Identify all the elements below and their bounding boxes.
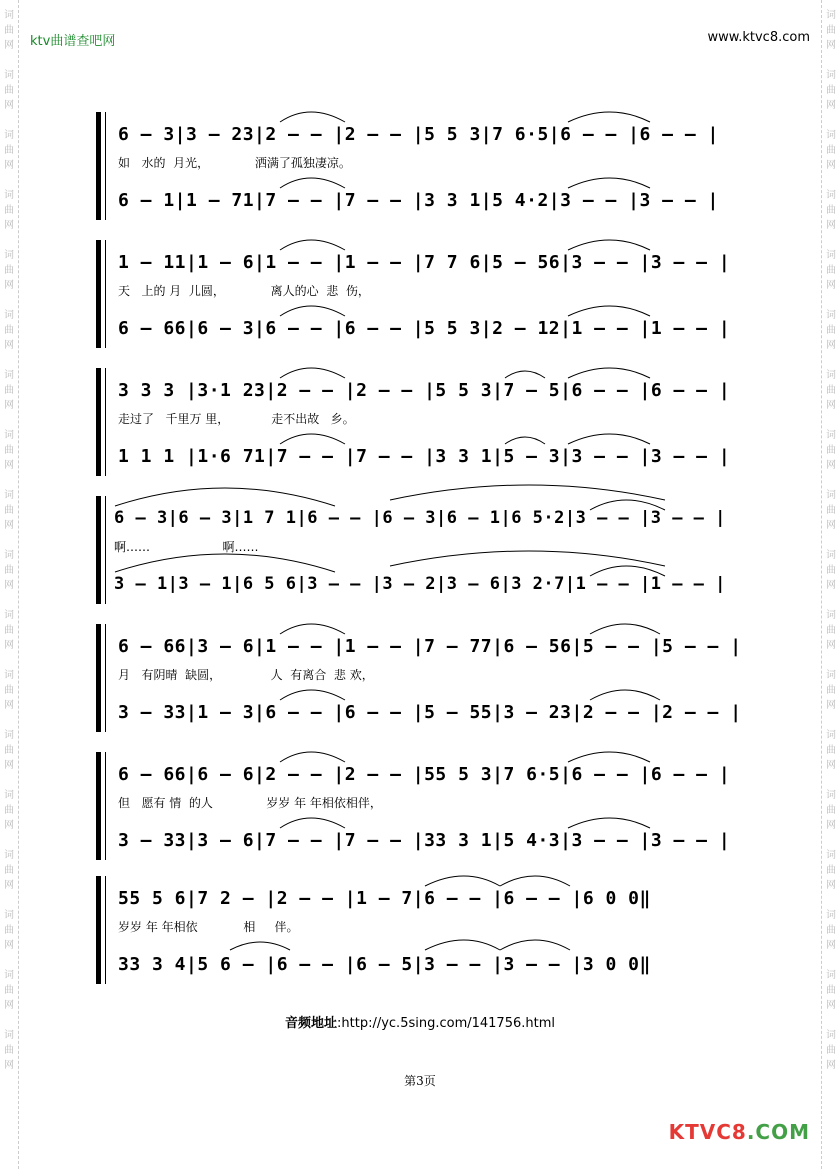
lyric-line: 走过了 千里万 里， 走不出故 乡。 [118,412,355,426]
system-bracket-line [105,496,106,604]
watermark-text: 词 曲 网 [826,670,836,711]
logo-part-1: KTV [668,1120,717,1144]
lower-voice-notes: 3 – 33|3 – 6|7 – – |7 – – |33 3 1|5 4·3|3 – – |3 – – | [118,830,731,851]
watermark-text: 词 曲 网 [826,370,836,411]
system-bracket-line [105,240,106,348]
watermark-text: 词 曲 网 [4,490,14,531]
watermark-text: 词 曲 网 [4,250,14,291]
watermark-text: 词 曲 网 [826,190,836,231]
logo-part-2: C8 [716,1120,747,1144]
watermark-text: 词 曲 网 [4,190,14,231]
watermark-text: 词 曲 网 [4,550,14,591]
watermark-text: 词 曲 网 [826,70,836,111]
lower-voice-notes: 3 – 33|1 – 3|6 – – |6 – – |5 – 55|3 – 23|2 – – |2 – – | [118,702,742,723]
site-url-right[interactable]: www.ktvc8.com [707,30,810,45]
upper-voice-notes: 3 3 3 |3·1 23|2 – – |2 – – |5 5 3|7 – 5|6 – – |6 – – | [118,380,731,401]
watermark-text: 词 曲 网 [4,370,14,411]
system-bracket-line [105,624,106,732]
watermark-text: 词 曲 网 [4,70,14,111]
upper-voice-notes: 55 5 6|7 2 – |2 – – |1 – 7|6 – – |6 – – |6 0 0‖ [118,888,651,909]
watermark-text: 词 曲 网 [4,970,14,1011]
score-system-3 [96,368,731,476]
watermark-text: 词 曲 网 [826,10,836,51]
lyric-line: 如 水的 月光， 洒满了孤独凄凉。 [118,156,351,170]
lyric-line: 但 愿有 情 的人 岁岁 年 年相依相伴， [118,796,382,810]
watermark-text: 词 曲 网 [826,490,836,531]
watermark-text: 词 曲 网 [4,310,14,351]
watermark-text: 词 曲 网 [826,730,836,771]
upper-voice-notes: 6 – 66|6 – 6|2 – – |2 – – |55 5 3|7 6·5|6 – – |6 – – | [118,764,731,785]
upper-voice-notes: 6 – 3|3 – 23|2 – – |2 – – |5 5 3|7 6·5|6 – – |6 – – | [118,124,719,145]
watermark-text: 词 曲 网 [826,130,836,171]
right-watermark-column [824,0,838,1169]
watermark-text: 词 曲 网 [4,130,14,171]
system-bracket [96,624,101,732]
watermark-text: 词 曲 网 [4,610,14,651]
site-name-left[interactable]: ktv曲谱查吧网 [30,34,116,49]
lower-voice-notes: 6 – 66|6 – 3|6 – – |6 – – |5 5 3|2 – 12|1 – – |1 – – | [118,318,731,339]
score-system-4 [96,496,726,604]
watermark-text: 词 曲 网 [826,550,836,591]
watermark-text: 词 曲 网 [826,250,836,291]
audio-label: 音频地址 [285,1016,338,1031]
audio-address[interactable] [0,1012,840,1031]
lyric-line: 啊…… 啊…… [114,540,259,554]
page-number: 第3页 [404,1074,436,1088]
ktvc8-logo[interactable] [669,1120,810,1144]
right-edge-line [821,0,822,1169]
score-system-5 [96,624,742,732]
score-system-1 [96,112,720,220]
system-bracket [96,496,101,604]
left-edge-line [18,0,19,1169]
watermark-text: 词 曲 网 [4,790,14,831]
upper-voice-notes: 6 – 66|3 – 6|1 – – |1 – – |7 – 77|6 – 56|5 – – |5 – – | [118,636,742,657]
logo-part-3: .COM [746,1120,810,1144]
lyric-line: 月 有阴晴 缺圆， 人 有离合 悲 欢， [118,668,374,682]
lyric-line: 天 上的 月 儿圆， 离人的心 悲 伤， [118,284,370,298]
watermark-text: 词 曲 网 [4,430,14,471]
system-bracket [96,752,101,860]
watermark-text: 词 曲 网 [4,10,14,51]
lower-voice-notes: 1 1 1 |1·6 71|7 – – |7 – – |3 3 1|5 – 3|3 – – |3 – – | [118,446,731,467]
left-watermark-column [2,0,16,1169]
system-bracket [96,368,101,476]
system-bracket [96,240,101,348]
watermark-text: 词 曲 网 [826,910,836,951]
watermark-text: 词 曲 网 [826,790,836,831]
lower-voice-notes: 6 – 1|1 – 71|7 – – |7 – – |3 3 1|5 4·2|3 – – |3 – – | [118,190,719,211]
audio-url[interactable]: :http://yc.5sing.com/141756.html [337,1016,555,1031]
watermark-text: 词 曲 网 [826,850,836,891]
watermark-text: 词 曲 网 [4,910,14,951]
upper-voice-notes: 6 – 3|6 – 3|1 7 1|6 – – |6 – 3|6 – 1|6 5·2|3 – – |3 – – | [114,508,726,528]
watermark-text: 词 曲 网 [4,670,14,711]
watermark-text: 词 曲 网 [826,1030,836,1071]
score-system-7 [96,876,720,984]
system-bracket-line [105,368,106,476]
watermark-text: 词 曲 网 [4,850,14,891]
system-bracket-line [105,876,106,984]
watermark-text: 词 曲 网 [826,310,836,351]
lyric-line: 岁岁 年 年相依 相 伴。 [118,920,299,934]
watermark-text: 词 曲 网 [4,1030,14,1071]
upper-voice-notes: 1 – 11|1 – 6|1 – – |1 – – |7 7 6|5 – 56|3 – – |3 – – | [118,252,731,273]
watermark-text: 词 曲 网 [826,610,836,651]
score-system-6 [96,752,731,860]
watermark-text: 词 曲 网 [4,730,14,771]
score-system-2 [96,240,731,348]
watermark-text: 词 曲 网 [826,430,836,471]
lower-voice-notes: 33 3 4|5 6 – |6 – – |6 – 5|3 – – |3 – – |3 0 0‖ [118,954,651,975]
system-bracket-line [105,112,106,220]
system-bracket [96,112,101,220]
system-bracket [96,876,101,984]
lower-voice-notes: 3 – 1|3 – 1|6 5 6|3 – – |3 – 2|3 – 6|3 2·7|1 – – |1 – – | [114,574,726,594]
watermark-text: 词 曲 网 [826,970,836,1011]
system-bracket-line [105,752,106,860]
